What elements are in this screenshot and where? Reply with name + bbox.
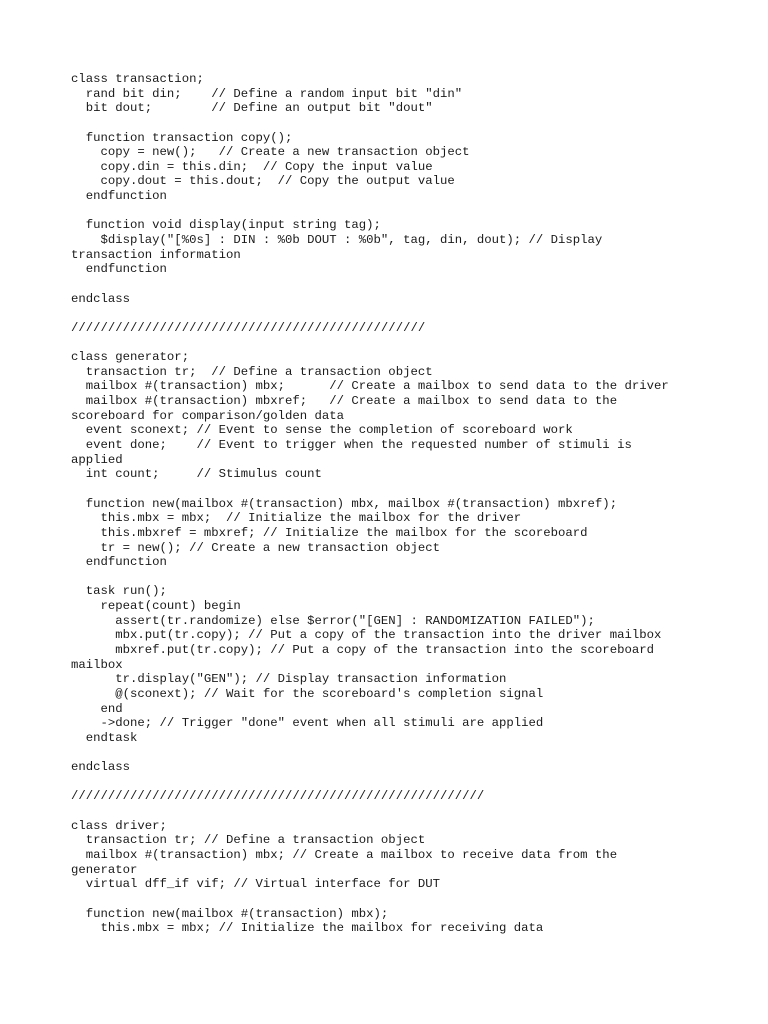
code-line: this.mbx = mbx; // Initialize the mailbox for receiving data xyxy=(71,921,544,936)
code-line: tr.display("GEN"); // Display transaction information xyxy=(71,672,507,687)
code-line: repeat(count) begin xyxy=(71,599,241,614)
code-line: @(sconext); // Wait for the scoreboard's completion signal xyxy=(71,686,544,701)
code-line: endclass xyxy=(71,291,131,306)
code-line: mailbox xyxy=(71,657,123,672)
code-line: transaction tr; // Define a transaction object xyxy=(71,833,426,848)
code-line: function transaction copy(); xyxy=(71,130,293,145)
code-line: mailbox #(transaction) mbxref; // Create a mailbox to send data to the xyxy=(71,394,618,409)
code-line: event done; // Event to trigger when the requested number of stimuli is xyxy=(71,438,632,453)
code-line: transaction information xyxy=(71,247,241,262)
code-line: function new(mailbox #(transaction) mbx); xyxy=(71,906,389,921)
code-line xyxy=(71,482,761,497)
code-line: class generator; xyxy=(71,350,190,365)
code-block xyxy=(71,72,761,936)
code-line: mailbox #(transaction) mbx; // Create a mailbox to send data to the driver xyxy=(71,379,669,394)
code-line: class transaction; xyxy=(71,72,204,86)
code-line: ->done; // Trigger "done" event when all stimuli are applied xyxy=(71,716,544,731)
code-line xyxy=(71,116,761,131)
code-line: mailbox #(transaction) mbx; // Create a mailbox to receive data from the xyxy=(71,847,618,862)
code-line xyxy=(71,277,761,292)
code-line: //////////////////////////////////////////////// xyxy=(71,320,426,335)
code-line: function new(mailbox #(transaction) mbx, mailbox #(transaction) mbxref); xyxy=(71,496,618,511)
code-line xyxy=(71,804,761,819)
code-line xyxy=(71,336,761,351)
code-line: end xyxy=(71,701,123,716)
code-line xyxy=(71,745,761,760)
code-line: class driver; xyxy=(71,818,167,833)
code-line: transaction tr; // Define a transaction object xyxy=(71,364,433,379)
code-line: copy.din = this.din; // Copy the input value xyxy=(71,159,433,174)
code-line xyxy=(71,570,761,585)
code-line: bit dout; // Define an output bit "dout" xyxy=(71,101,433,116)
code-line: copy.dout = this.dout; // Copy the output value xyxy=(71,174,455,189)
code-line: int count; // Stimulus count xyxy=(71,467,322,482)
code-line: applied xyxy=(71,452,123,467)
code-line: scoreboard for comparison/golden data xyxy=(71,408,345,423)
code-line: function void display(input string tag); xyxy=(71,218,381,233)
code-line: generator xyxy=(71,862,138,877)
code-line: mbxref.put(tr.copy); // Put a copy of the transaction into the scoreboard xyxy=(71,642,654,657)
code-line: endfunction xyxy=(71,555,167,570)
code-line: //////////////////////////////////////////////////////// xyxy=(71,789,485,804)
code-line xyxy=(71,306,761,321)
code-line: rand bit din; // Define a random input bit "din" xyxy=(71,86,463,101)
code-line xyxy=(71,892,761,907)
code-line xyxy=(71,204,761,219)
code-line: copy = new(); // Create a new transaction object xyxy=(71,145,470,160)
code-line: endfunction xyxy=(71,262,167,277)
code-line xyxy=(71,775,761,790)
code-line: tr = new(); // Create a new transaction object xyxy=(71,540,440,555)
code-line: this.mbx = mbx; // Initialize the mailbox for the driver xyxy=(71,511,522,526)
code-line: virtual dff_if vif; // Virtual interface for DUT xyxy=(71,877,440,892)
code-line: endclass xyxy=(71,760,131,775)
code-line: endfunction xyxy=(71,189,167,204)
code-line: endtask xyxy=(71,730,138,745)
code-line: event sconext; // Event to sense the completion of scoreboard work xyxy=(71,423,573,438)
code-line: assert(tr.randomize) else $error("[GEN] : RANDOMIZATION FAILED"); xyxy=(71,613,595,628)
code-line: $display("[%0s] : DIN : %0b DOUT : %0b", tag, din, dout); // Display xyxy=(71,233,603,248)
code-line: this.mbxref = mbxref; // Initialize the mailbox for the scoreboard xyxy=(71,525,588,540)
code-line: mbx.put(tr.copy); // Put a copy of the transaction into the driver mailbox xyxy=(71,628,662,643)
code-line: task run(); xyxy=(71,584,167,599)
